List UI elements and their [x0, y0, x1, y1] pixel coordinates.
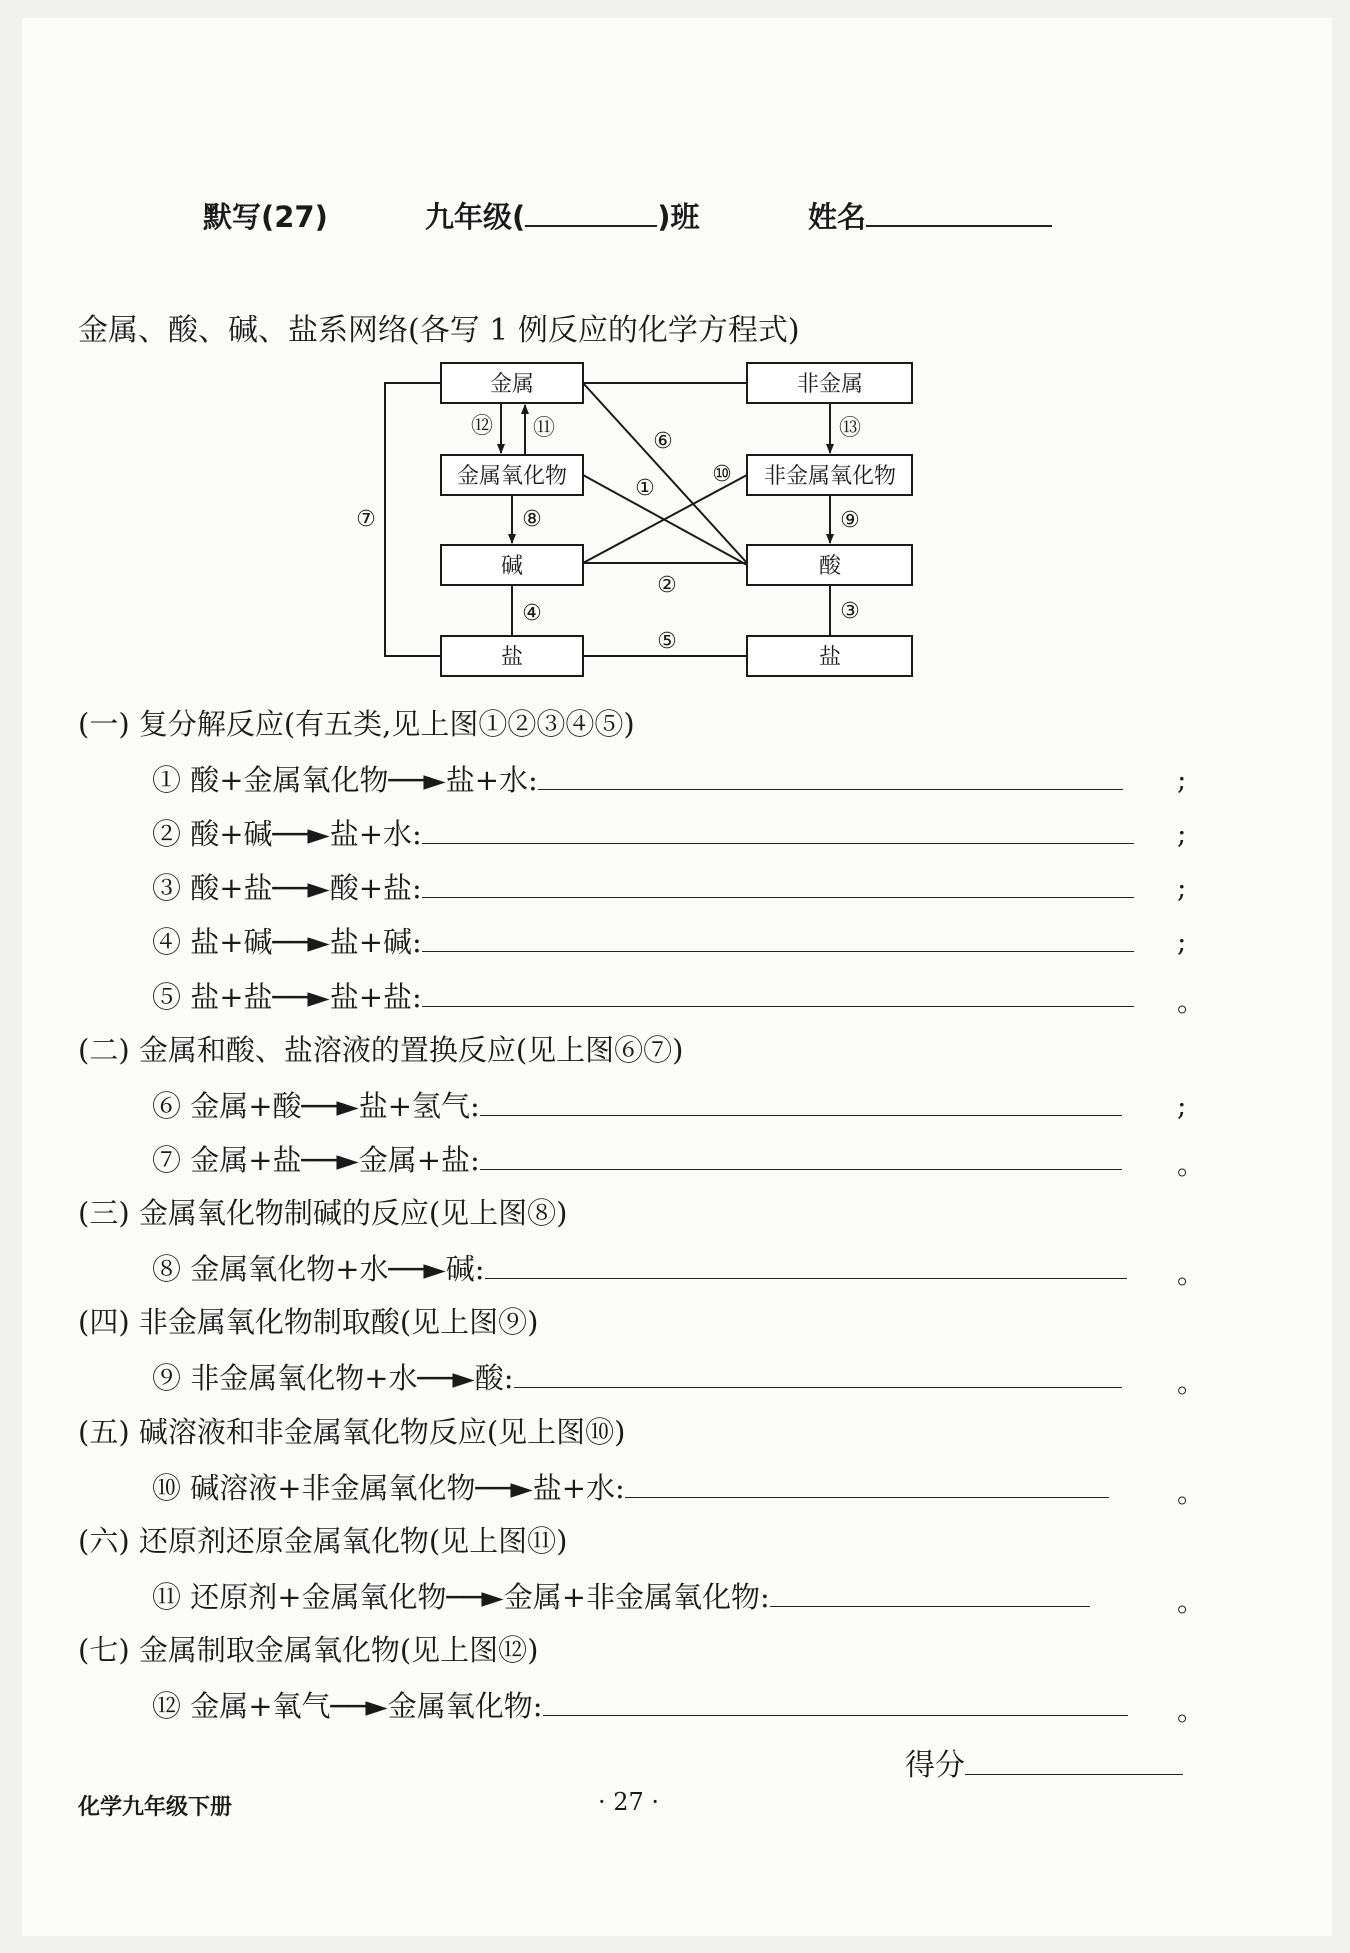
score-blank[interactable]	[965, 1746, 1183, 1775]
question-1-end: ;	[1177, 763, 1187, 796]
answer-blank-2[interactable]	[422, 815, 1134, 844]
answer-blank-7[interactable]	[480, 1141, 1122, 1170]
grade-prefix: 九年级(	[425, 200, 526, 234]
question-1	[152, 761, 1123, 798]
marker-1: ①	[635, 476, 655, 501]
intro-text: 金属、酸、碱、盐系网络(各写 1 例反应的化学方程式)	[78, 313, 800, 348]
answer-blank-5[interactable]	[422, 978, 1134, 1007]
question-6	[152, 1087, 1122, 1124]
grade-suffix: )班	[657, 200, 700, 234]
score-field	[905, 1740, 1183, 1784]
section-heading-7: (七) 金属制取金属氧化物(见上图⑫)	[78, 1633, 539, 1667]
question-7-label: ⑦ 金属+盐──►金属+盐:	[152, 1143, 480, 1177]
section-heading-1: (一) 复分解反应(有五类,见上图①②③④⑤)	[78, 707, 635, 741]
question-10-end: 。	[1177, 1476, 1206, 1509]
answer-blank-4[interactable]	[422, 923, 1134, 952]
question-12-end: 。	[1177, 1694, 1206, 1727]
marker-7: ⑦	[356, 507, 376, 532]
link-7	[385, 383, 441, 656]
question-4-label: ④ 盐+碱──►盐+碱:	[152, 925, 422, 959]
answer-blank-11[interactable]	[770, 1578, 1090, 1607]
section-heading-2: (二) 金属和酸、盐溶液的置换反应(见上图⑥⑦)	[78, 1033, 684, 1067]
marker-8: ⑧	[522, 507, 542, 532]
question-1-label: ① 酸+金属氧化物──►盐+水:	[152, 763, 538, 797]
marker-6: ⑥	[653, 429, 673, 454]
question-10-label: ⑩ 碱溶液+非金属氧化物──►盐+水:	[152, 1471, 625, 1505]
answer-blank-8[interactable]	[485, 1250, 1127, 1279]
question-12-label: ⑫ 金属+氧气──►金属氧化物:	[152, 1689, 543, 1723]
label-nonmetal: 非金属	[796, 372, 864, 397]
marker-3: ③	[840, 599, 860, 624]
answer-blank-10[interactable]	[625, 1469, 1109, 1498]
page-number: · 27 ·	[598, 1788, 660, 1816]
marker-12: ⑫	[470, 414, 494, 439]
answer-blank-3[interactable]	[422, 869, 1134, 898]
book-title: 化学九年级下册	[78, 1795, 233, 1820]
question-11-end: 。	[1177, 1585, 1206, 1618]
marker-11: ⑪	[532, 416, 556, 441]
marker-4: ④	[522, 601, 542, 626]
label-base: 碱	[500, 554, 524, 579]
section-heading-5: (五) 碱溶液和非金属氧化物反应(见上图⑩)	[78, 1415, 626, 1449]
answer-blank-6[interactable]	[480, 1087, 1122, 1116]
label-salt-right: 盐	[818, 645, 842, 670]
section-heading-4: (四) 非金属氧化物制取酸(见上图⑨)	[78, 1305, 539, 1339]
question-11-label: ⑪ 还原剂+金属氧化物──►金属+非金属氧化物:	[152, 1580, 770, 1614]
section-heading-6: (六) 还原剂还原金属氧化物(见上图⑪)	[78, 1524, 568, 1558]
question-3	[152, 869, 1134, 906]
answer-blank-12[interactable]	[543, 1687, 1128, 1716]
label-acid: 酸	[818, 554, 842, 579]
question-10	[152, 1469, 1109, 1506]
marker-9: ⑨	[840, 508, 860, 533]
question-2-end: ;	[1177, 817, 1187, 850]
question-2-label: ② 酸+碱──►盐+水:	[152, 817, 422, 851]
question-5-label: ⑤ 盐+盐──►盐+盐:	[152, 980, 422, 1014]
marker-10: ⑩	[712, 462, 732, 487]
question-6-end: ;	[1177, 1089, 1187, 1122]
question-3-end: ;	[1177, 871, 1187, 904]
question-8-end: 。	[1177, 1257, 1206, 1290]
question-7	[152, 1141, 1122, 1178]
question-9-end: 。	[1177, 1366, 1206, 1399]
marker-2: ②	[657, 573, 677, 598]
question-7-end: 。	[1177, 1148, 1206, 1181]
answer-blank-9[interactable]	[514, 1359, 1122, 1388]
section-heading-3: (三) 金属氧化物制碱的反应(见上图⑧)	[78, 1196, 568, 1230]
question-5-end: 。	[1177, 985, 1206, 1018]
question-8-label: ⑧ 金属氧化物+水──►碱:	[152, 1252, 485, 1286]
label-metal-oxide: 金属氧化物	[456, 464, 568, 489]
question-9-label: ⑨ 非金属氧化物+水──►酸:	[152, 1361, 514, 1395]
reaction-network-diagram	[0, 0, 1350, 700]
name-label: 姓名	[808, 200, 867, 234]
label-nonmetal-oxide: 非金属氧化物	[763, 464, 897, 489]
question-8	[152, 1250, 1127, 1287]
question-4	[152, 923, 1134, 960]
question-5	[152, 978, 1134, 1015]
question-11	[152, 1578, 1090, 1615]
label-metal: 金属	[489, 372, 535, 397]
question-3-label: ③ 酸+盐──►酸+盐:	[152, 871, 422, 905]
worksheet-title: 默写(27)	[203, 200, 328, 234]
label-salt-left: 盐	[500, 645, 524, 670]
marker-5: ⑤	[657, 629, 677, 654]
question-6-label: ⑥ 金属+酸──►盐+氢气:	[152, 1089, 480, 1123]
question-12	[152, 1687, 1128, 1724]
marker-13: ⑬	[838, 416, 862, 441]
score-label: 得分	[905, 1748, 965, 1783]
answer-blank-1[interactable]	[538, 761, 1123, 790]
question-9	[152, 1359, 1122, 1396]
question-2	[152, 815, 1134, 852]
question-4-end: ;	[1177, 925, 1187, 958]
